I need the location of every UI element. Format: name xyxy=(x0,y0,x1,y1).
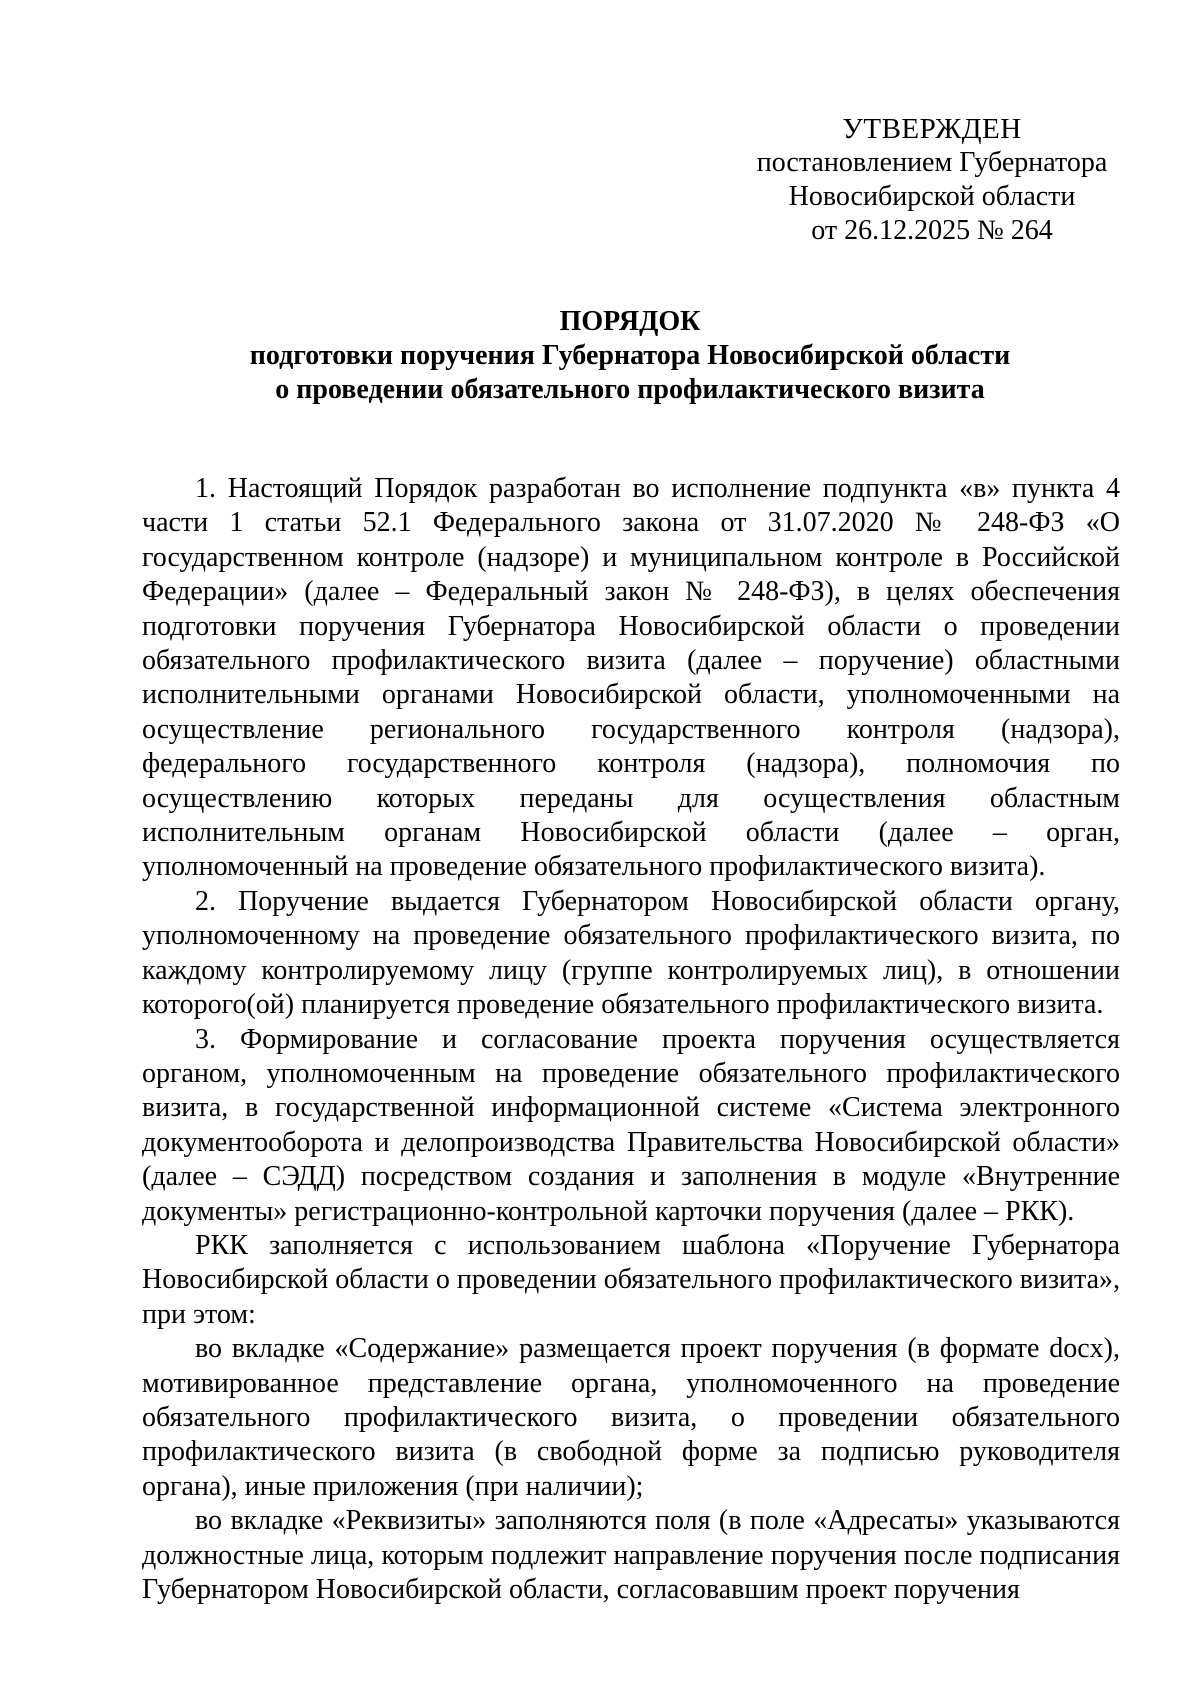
paragraph-3: 3. Формирование и согласование проекта поручения осуществляется органом, уполномоченным на проведение обязательного профилактического визита, в государственной информационной системе «Система электронного документооборота и делопроизводства Правительства Новосибирской области» (далее – СЭДД) посредством создания и заполнения в модуле «Внутренние документы» регистрационно-контрольной карточки поручения (далее – РКК). xyxy=(142,1023,1120,1227)
document-subtitle-line-1: подготовки поручения Губернатора Новосибирской области xyxy=(249,340,1011,371)
document-title-block xyxy=(140,305,1120,407)
paragraph-2: 2. Поручение выдается Губернатором Новосибирской области органу, уполномоченному на проведение обязательного профилактического визита, по каждому контролируемому лицу (группе контролируемых лиц), в отношении которого(ой) планируется проведение обязательного профилактического визита. xyxy=(142,885,1120,1021)
paragraph-4: РКК заполняется с использованием шаблона «Поручение Губернатора Новосибирской области о проведении обязательного профилактического визита», при этом: xyxy=(142,1229,1120,1330)
document-subtitle-line-2: о проведении обязательного профилактического визита xyxy=(275,374,985,405)
approval-line-1: постановлением Губернатора xyxy=(756,147,1108,178)
approval-stamp xyxy=(752,112,1112,248)
document-body xyxy=(142,472,1120,1607)
approval-line-3: от 26.12.2025 № 264 xyxy=(811,215,1053,246)
approval-line-2: Новосибирской области xyxy=(788,181,1076,212)
paragraph-1: 1. Настоящий Порядок разработан во исполнение подпункта «в» пункта 4 части 1 статьи 52.1 Федерального закона от 31.07.2020 № 248-ФЗ «О государственном контроле (надзоре) и муниципальном контроле в Российской Федерации» (далее – Федеральный закон № 248-ФЗ), в целях обеспечения подготовки поручения Губернатора Новосибирской области о проведении обязательного профилактического визита (далее – поручение) областными исполнительными органами Новосибирской области, уполномоченными на осуществление регионального государственного контроля (надзора), федерального государственного контроля (надзора), полномочия по осуществлению которых переданы для осуществления областным исполнительным органам Новосибирской области (далее – орган, уполномоченный на проведение обязательного профилактического визита). xyxy=(142,473,1120,883)
paragraph-5: во вкладке «Содержание» размещается проект поручения (в формате docx), мотивированное представление органа, уполномоченного на проведение обязательного профилактического визита, о проведении обязательного профилактического визита (в свободной форме за подписью руководителя органа), иные приложения (при наличии); xyxy=(142,1333,1120,1502)
approval-stamp-title: УТВЕРЖДЕН xyxy=(842,113,1022,145)
document-heading: ПОРЯДОК xyxy=(559,306,701,337)
paragraph-6: во вкладке «Реквизиты» заполняются поля (в поле «Адресаты» указываются должностные лица, которым подлежит направление поручения после подписания Губернатором Новосибирской области, согласовавшим проект поручения xyxy=(142,1505,1120,1605)
